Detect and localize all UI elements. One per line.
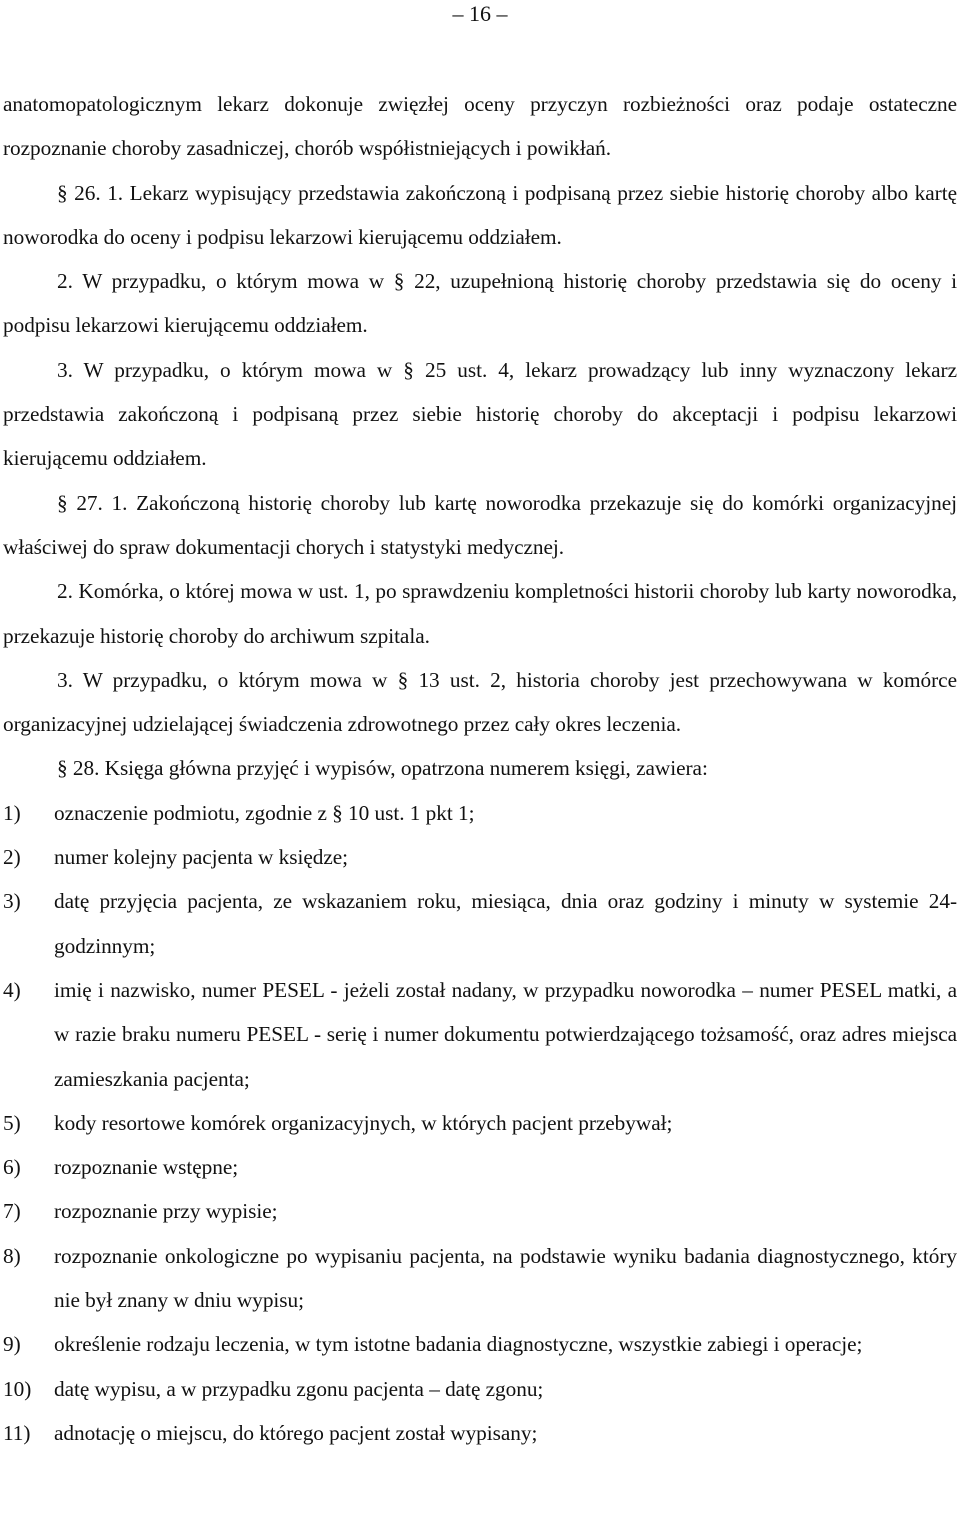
list-item xyxy=(3,1189,957,1233)
list-item-number: 11) xyxy=(3,1420,31,1445)
list-item-text: oznaczenie podmiotu, zgodnie z § 10 ust. 1 pkt 1; xyxy=(54,800,475,825)
list-item-number: 4) xyxy=(3,977,21,1002)
list-item-text: datę przyjęcia pacjenta, ze wskazaniem roku, miesiąca, dnia oraz godziny i minuty w systemie 24-godzinnym; xyxy=(54,889,957,958)
paragraph-section-27-3: 3. W przypadku, o którym mowa w § 13 ust. 2, historia choroby jest przechowywana w komórce organizacyjnej udzielającej świadczenia zdrowotnego przez cały okres leczenia. xyxy=(3,667,957,737)
list-item-number: 10) xyxy=(3,1376,32,1401)
list-item-text: imię i nazwisko, numer PESEL - jeżeli został nadany, w przypadku noworodka – numer PESEL matki, a w razie braku numeru PESEL - serię i numer dokumentu potwierdzającego tożsamość, oraz adres miejsca zamieszkania pacjenta; xyxy=(54,977,957,1091)
list-item-text: datę wypisu, a w przypadku zgonu pacjenta – datę zgonu; xyxy=(54,1376,544,1401)
list-item-text: rozpoznanie wstępne; xyxy=(54,1155,239,1180)
paragraph-section-27-1: § 27. 1. Zakończoną historię choroby lub kartę noworodka przekazuje się do komórki organizacyjnej właściwej do spraw dokumentacji chorych i statystyki medycznej. xyxy=(3,490,957,559)
paragraph-continuation: anatomopatologicznym lekarz dokonuje zwięzłej oceny przyczyn rozbieżności oraz podaje ostateczne rozpoznanie choroby zasadniczej, chorób współistniejących i powikłań. xyxy=(3,92,957,161)
section-28-list xyxy=(3,791,957,1455)
list-item xyxy=(3,1322,957,1366)
page-number: – 16 – xyxy=(452,1,508,26)
list-item xyxy=(3,1234,957,1323)
paragraph-section-27-2: 2. Komórka, o której mowa w ust. 1, po sprawdzeniu kompletności historii choroby lub karty noworodka, przekazuje historię choroby do archiwum szpitala. xyxy=(3,579,957,648)
list-item xyxy=(3,879,957,968)
list-item-number: 9) xyxy=(3,1332,21,1357)
list-item-text: rozpoznanie onkologiczne po wypisaniu pacjenta, na podstawie wyniku badania diagnostycznego, który nie był znany w dniu wypisu; xyxy=(54,1243,957,1313)
list-item-number: 1) xyxy=(3,800,21,825)
list-item-number: 5) xyxy=(3,1110,21,1135)
list-item-text: numer kolejny pacjenta w księdze; xyxy=(54,845,349,870)
list-item-text: rozpoznanie przy wypisie; xyxy=(54,1199,278,1224)
paragraph-section-28: § 28. Księga główna przyjęć i wypisów, opatrzona numerem księgi, zawiera: xyxy=(57,756,708,781)
list-item xyxy=(3,1411,957,1455)
paragraph-section-26-1: § 26. 1. Lekarz wypisujący przedstawia zakończoną i podpisaną przez siebie historię choroby albo kartę noworodka do oceny i podpisu lekarzowi kierującemu oddziałem. xyxy=(3,180,957,249)
paragraph-section-26-2: 2. W przypadku, o którym mowa w § 22, uzupełnioną historię choroby przedstawia się do oceny i podpisu lekarzowi kierującemu oddziałem. xyxy=(3,269,957,338)
list-item xyxy=(3,968,957,1101)
list-item-number: 2) xyxy=(3,845,21,870)
list-item-number: 8) xyxy=(3,1243,21,1268)
list-item-number: 7) xyxy=(3,1199,21,1224)
list-item xyxy=(3,1145,957,1189)
list-item xyxy=(3,835,957,879)
list-item xyxy=(3,1367,957,1411)
list-item xyxy=(3,1101,957,1145)
list-item-number: 6) xyxy=(3,1155,21,1180)
list-item xyxy=(3,791,957,835)
document-body xyxy=(3,82,957,1455)
paragraph-section-26-3: 3. W przypadku, o którym mowa w § 25 ust. 4, lekarz prowadzący lub inny wyznaczony lekarz przedstawia zakończoną i podpisaną przez siebie historię choroby do akceptacji i podpisu lekarzowi kierującemu oddziałem. xyxy=(3,357,957,471)
list-item-text: kody resortowe komórek organizacyjnych, w których pacjent przebywał; xyxy=(54,1110,673,1135)
list-item-text: adnotację o miejscu, do którego pacjent został wypisany; xyxy=(54,1420,538,1445)
list-item-number: 3) xyxy=(3,889,21,914)
list-item-text: określenie rodzaju leczenia, w tym istotne badania diagnostyczne, wszystkie zabiegi i operacje; xyxy=(54,1332,863,1357)
